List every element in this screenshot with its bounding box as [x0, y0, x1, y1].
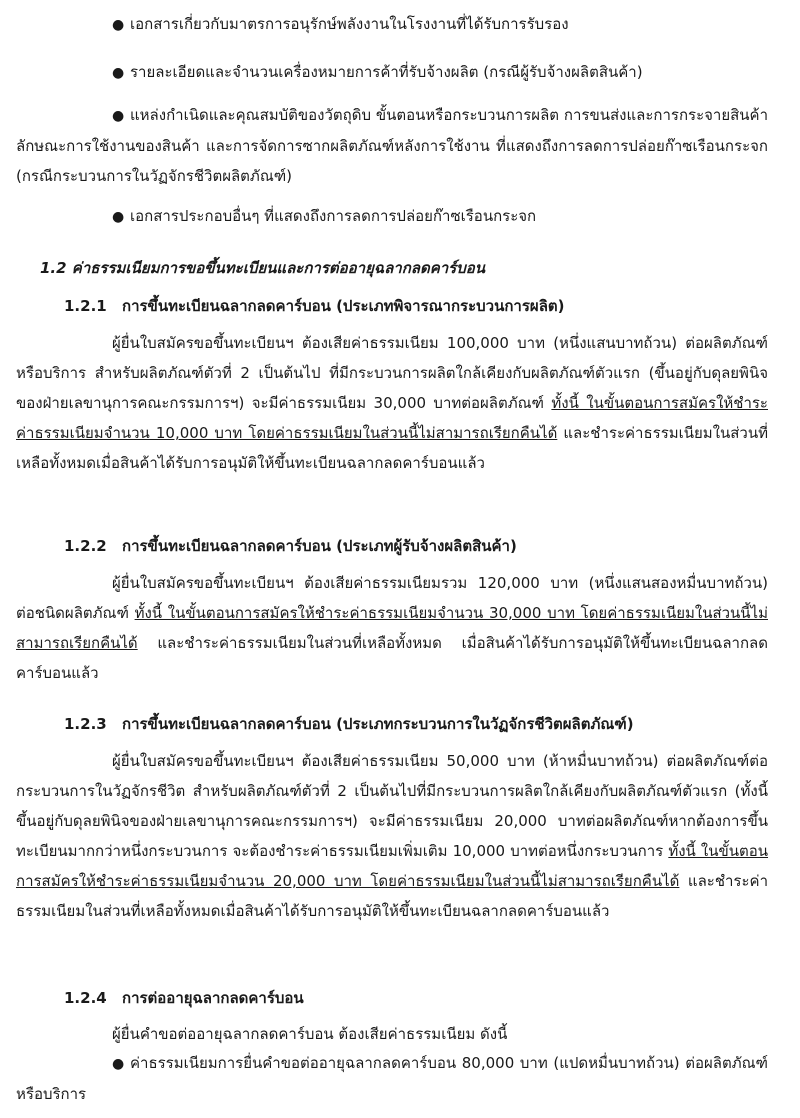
subsection-title: การขึ้นทะเบียนฉลากลดคาร์บอน (ประเภทกระบวนการในวัฏจักรชีวิตผลิตภัณฑ์) [122, 715, 634, 733]
bullet-item-long [16, 100, 768, 191]
bullet-icon: ● [112, 17, 125, 33]
subsection-heading-1-2-1 [64, 294, 565, 318]
bullet-text: ค่าธรรมเนียมการยื่นคำขอต่ออายุฉลากลดคาร์บอน 80,000 บาท (แปดหมื่นบาทถ้วน) ต่อผลิตภัณฑ์หรือบริการ [16, 1054, 768, 1103]
bullet-text: เอกสารประกอบอื่นๆ ที่แสดงถึงการลดการปล่อยก๊าซเรือนกระจก [130, 207, 537, 225]
subsection-title: การขึ้นทะเบียนฉลากลดคาร์บอน (ประเภทผู้รับจ้างผลิตสินค้า) [122, 537, 517, 555]
bullet-icon: ● [112, 1056, 125, 1072]
renewal-intro: ผู้ยื่นคำขอต่ออายุฉลากลดคาร์บอน ต้องเสียค่าธรรมเนียม ดังนี้ [112, 1025, 508, 1043]
paragraph-1-2-1: ผู้ยื่นใบสมัครขอขึ้นทะเบียนฯ ต้องเสียค่าธรรมเนียม 100,000 บาท (หนึ่งแสนบาทถ้วน) ต่อผลิตภัณฑ์หรือบริการ สำหรับผลิตภัณฑ์ตัวที่ 2 เป็นต้นไป ที่มีกระบวนการผลิตใกล้เคียงกับผลิตภัณฑ์ตัวแรก (ขึ้นอยู่กับดุลยพินิจของฝ่ายเลขานุการคณะกรรมการฯ) จะมีค่าธรรมเนียม 30,000 บาทต่อผลิตภัณฑ์ ทั้งนี้ ในขั้นตอนการสมัครให้ชำระค่าธรรมเนียมจำนวน 10,000 บาท โดยค่าธรรมเนียมในส่วนนี้ไม่สามารถเรียกคืนได้ และชำระค่าธรรมเนียมในส่วนที่เหลือทั้งหมดเมื่อสินค้าได้รับการอนุมัติให้ขึ้นทะเบียนฉลากลดคาร์บอนแล้ว [16, 334, 768, 472]
paragraph-1-2-2: ผู้ยื่นใบสมัครขอขึ้นทะเบียนฯ ต้องเสียค่าธรรมเนียมรวม 120,000 บาท (หนึ่งแสนสองหมื่นบาทถ้วน) ต่อชนิดผลิตภัณฑ์ ทั้งนี้ ในขั้นตอนการสมัครให้ชำระค่าธรรมเนียมจำนวน 30,000 บาท โดยค่าธรรมเนียมในส่วนนี้ไม่สามารถเรียกคืนได้ และชำระค่าธรรมเนียมในส่วนที่เหลือทั้งหมด เมื่อสินค้าได้รับการอนุมัติให้ขึ้นทะเบียนฉลากลดคาร์บอนแล้ว [16, 574, 768, 682]
subsection-heading-1-2-2 [64, 534, 517, 558]
bullet-text: แหล่งกำเนิดและคุณสมบัติของวัตถุดิบ ขั้นตอนหรือกระบวนการผลิต การขนส่งและการกระจายสินค้า ลักษณะการใช้งานของสินค้า และการจัดการซากผลิตภัณฑ์หลังการใช้งาน ที่แสดงถึงการลดการปล่อยก๊าซเรือนกระจก (กรณีกระบวนการในวัฏจักรชีวิตผลิตภัณฑ์) [16, 106, 768, 185]
underlined-text: ทั้งนี้ ในขั้นตอนการสมัครให้ชำระค่าธรรมเนียมจำนวน 10,000 บาท โดยค่าธรรมเนียมในส่วนนี้ไม่สามารถเรียกคืนได้ [16, 394, 768, 442]
subsection-title: การต่ออายุฉลากลดคาร์บอน [122, 989, 304, 1007]
underlined-text: ทั้งนี้ ในขั้นตอนการสมัครให้ชำระค่าธรรมเนียมจำนวน 20,000 บาท โดยค่าธรรมเนียมในส่วนนี้ไม่สามารถเรียกคืนได้ [16, 842, 769, 890]
bullet-item [112, 204, 536, 228]
bullet-text: เอกสารเกี่ยวกับมาตรการอนุรักษ์พลังงานในโรงงานที่ได้รับการรับรอง [130, 15, 569, 33]
subsection-number: 1.2.1 [64, 297, 107, 315]
bullet-icon: ● [112, 108, 125, 124]
subsection-number: 1.2.2 [64, 537, 107, 555]
subsection-heading-1-2-4 [64, 986, 304, 1010]
subsection-number: 1.2.3 [64, 715, 107, 733]
subsection-number: 1.2.4 [64, 989, 107, 1007]
subsection-heading-1-2-3 [64, 712, 634, 736]
paragraph-1-2-3: ผู้ยื่นใบสมัครขอขึ้นทะเบียนฯ ต้องเสียค่าธรรมเนียม 50,000 บาท (ห้าหมื่นบาทถ้วน) ต่อผลิตภัณฑ์ต่อกระบวนการในวัฏจักรชีวิต สำหรับผลิตภัณฑ์ตัวที่ 2 เป็นต้นไปที่มีกระบวนการผลิตใกล้เคียงกับผลิตภัณฑ์ตัวแรก (ทั้งนี้ขึ้นอยู่กับดุลยพินิจของฝ่ายเลขานุการคณะกรรมการฯ) จะมีค่าธรรมเนียม 20,000 บาทต่อผลิตภัณฑ์หากต้องการขึ้นทะเบียนมากกว่าหนึ่งกระบวนการ จะต้องชำระค่าธรรมเนียมเพิ่มเติม 10,000 บาทต่อหนึ่งกระบวนการ ทั้งนี้ ในขั้นตอนการสมัครให้ชำระค่าธรรมเนียมจำนวน 20,000 บาท โดยค่าธรรมเนียมในส่วนนี้ไม่สามารถเรียกคืนได้ และชำระค่าธรรมเนียมในส่วนที่เหลือทั้งหมดเมื่อสินค้าได้รับการอนุมัติให้ขึ้นทะเบียนฉลากลดคาร์บอนแล้ว [16, 752, 769, 920]
bullet-item [112, 12, 569, 36]
bullet-text: รายละเอียดและจำนวนเครื่องหมายการค้าที่รับจ้างผลิต (กรณีผู้รับจ้างผลิตสินค้า) [130, 63, 643, 81]
subsection-title: การขึ้นทะเบียนฉลากลดคาร์บอน (ประเภทพิจารณากระบวนการผลิต) [122, 297, 565, 315]
bullet-item [112, 60, 643, 84]
renewal-bullet [16, 1048, 768, 1109]
underlined-text: ทั้งนี้ ในขั้นตอนการสมัครให้ชำระค่าธรรมเนียมจำนวน 30,000 บาท โดยค่าธรรมเนียมในส่วนนี้ไม่สามารถเรียกคืนได้ [16, 604, 768, 652]
section-title: 1.2 ค่าธรรมเนียมการขอขึ้นทะเบียนและการต่ออายุฉลากลดคาร์บอน [40, 259, 486, 277]
bullet-icon: ● [112, 65, 125, 81]
bullet-icon: ● [112, 209, 125, 225]
